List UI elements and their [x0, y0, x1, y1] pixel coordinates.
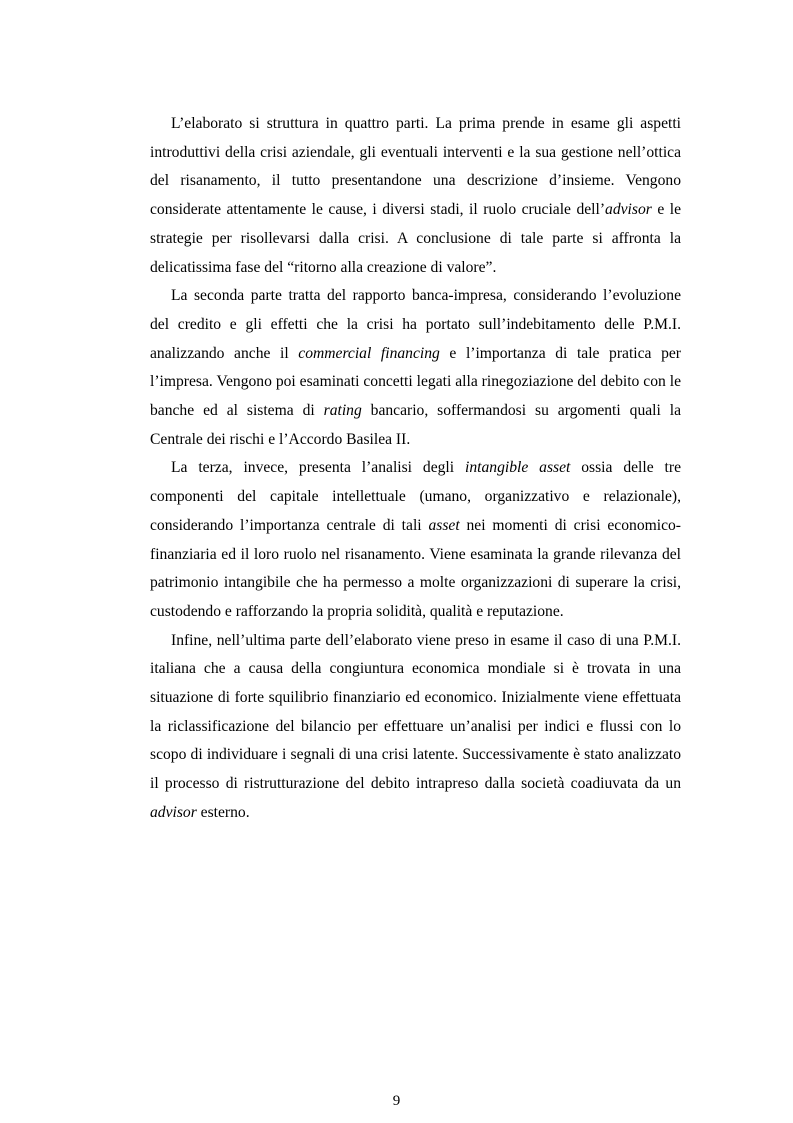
text-run: nei momenti di crisi economico-finanziaria ed il loro ruolo nel risanamento. Viene esaminata la grande rilevanza del patrimonio intangibile che ha permesso a molte organizzazioni di superare la crisi, custodendo e rafforzando la propria solidità, qualità e reputazione.	[150, 516, 681, 620]
paragraph-2	[150, 282, 681, 454]
paragraph-4	[150, 627, 681, 828]
body-text	[150, 110, 681, 828]
text-run: bancario, soffermandosi su argomenti quali la Centrale dei rischi e l’Accordo Basilea II.	[150, 402, 681, 448]
paragraph-3	[150, 454, 681, 626]
page-number: 9	[392, 1093, 401, 1109]
text-run: La seconda parte tratta del rapporto banca-impresa, considerando l’evoluzione del credito e gli effetti che la crisi ha portato sull’indebitamento delle P.M.I. analizzando anche il	[150, 287, 681, 362]
paragraph-1	[150, 110, 681, 282]
text-run: ossia delle tre componenti del capitale intellettuale (umano, organizzativo e relazionale), considerando l’importanza centrale di tali	[150, 459, 681, 534]
italic-term: asset	[428, 516, 460, 534]
text-run: esterno.	[196, 803, 250, 821]
text-run: e le strategie per risollevarsi dalla crisi. A conclusione di tale parte si affronta la delicatissima fase del “ritorno alla creazione di valore”.	[150, 201, 681, 276]
italic-term: advisor	[605, 201, 652, 219]
italic-term: intangible asset	[465, 459, 571, 477]
italic-term: rating	[323, 402, 362, 420]
italic-term: advisor	[150, 803, 197, 821]
text-run: La terza, invece, presenta l’analisi degli	[171, 459, 466, 477]
text-run: Infine, nell’ultima parte dell’elaborato viene preso in esame il caso di una P.M.I. italiana che a causa della congiuntura economica mondiale si è trovata in una situazione di forte squilibrio finanziario ed economico. Inizialmente viene effettuata la riclassificazione del bilancio per effettuare un’analisi per indici e flussi con lo scopo di individuare i segnali di una crisi latente. Successivamente è stato analizzato il processo di ristrutturazione del debito intrapreso dalla società coadiuvata da un	[150, 631, 681, 793]
italic-term: commercial financing	[298, 344, 440, 362]
text-run: L’elaborato si struttura in quattro parti. La prima prende in esame gli aspetti introduttivi della crisi aziendale, gli eventuali interventi e la sua gestione nell’ottica del risanamento, il tutto presentandone una descrizione d’insieme. Vengono considerate attentamente le cause, i diversi stadi, il ruolo cruciale dell’	[150, 115, 681, 219]
text-run: e l’importanza di tale pratica per l’impresa. Vengono poi esaminati concetti legati alla rinegoziazione del debito con le banche ed al sistema di	[150, 344, 681, 420]
